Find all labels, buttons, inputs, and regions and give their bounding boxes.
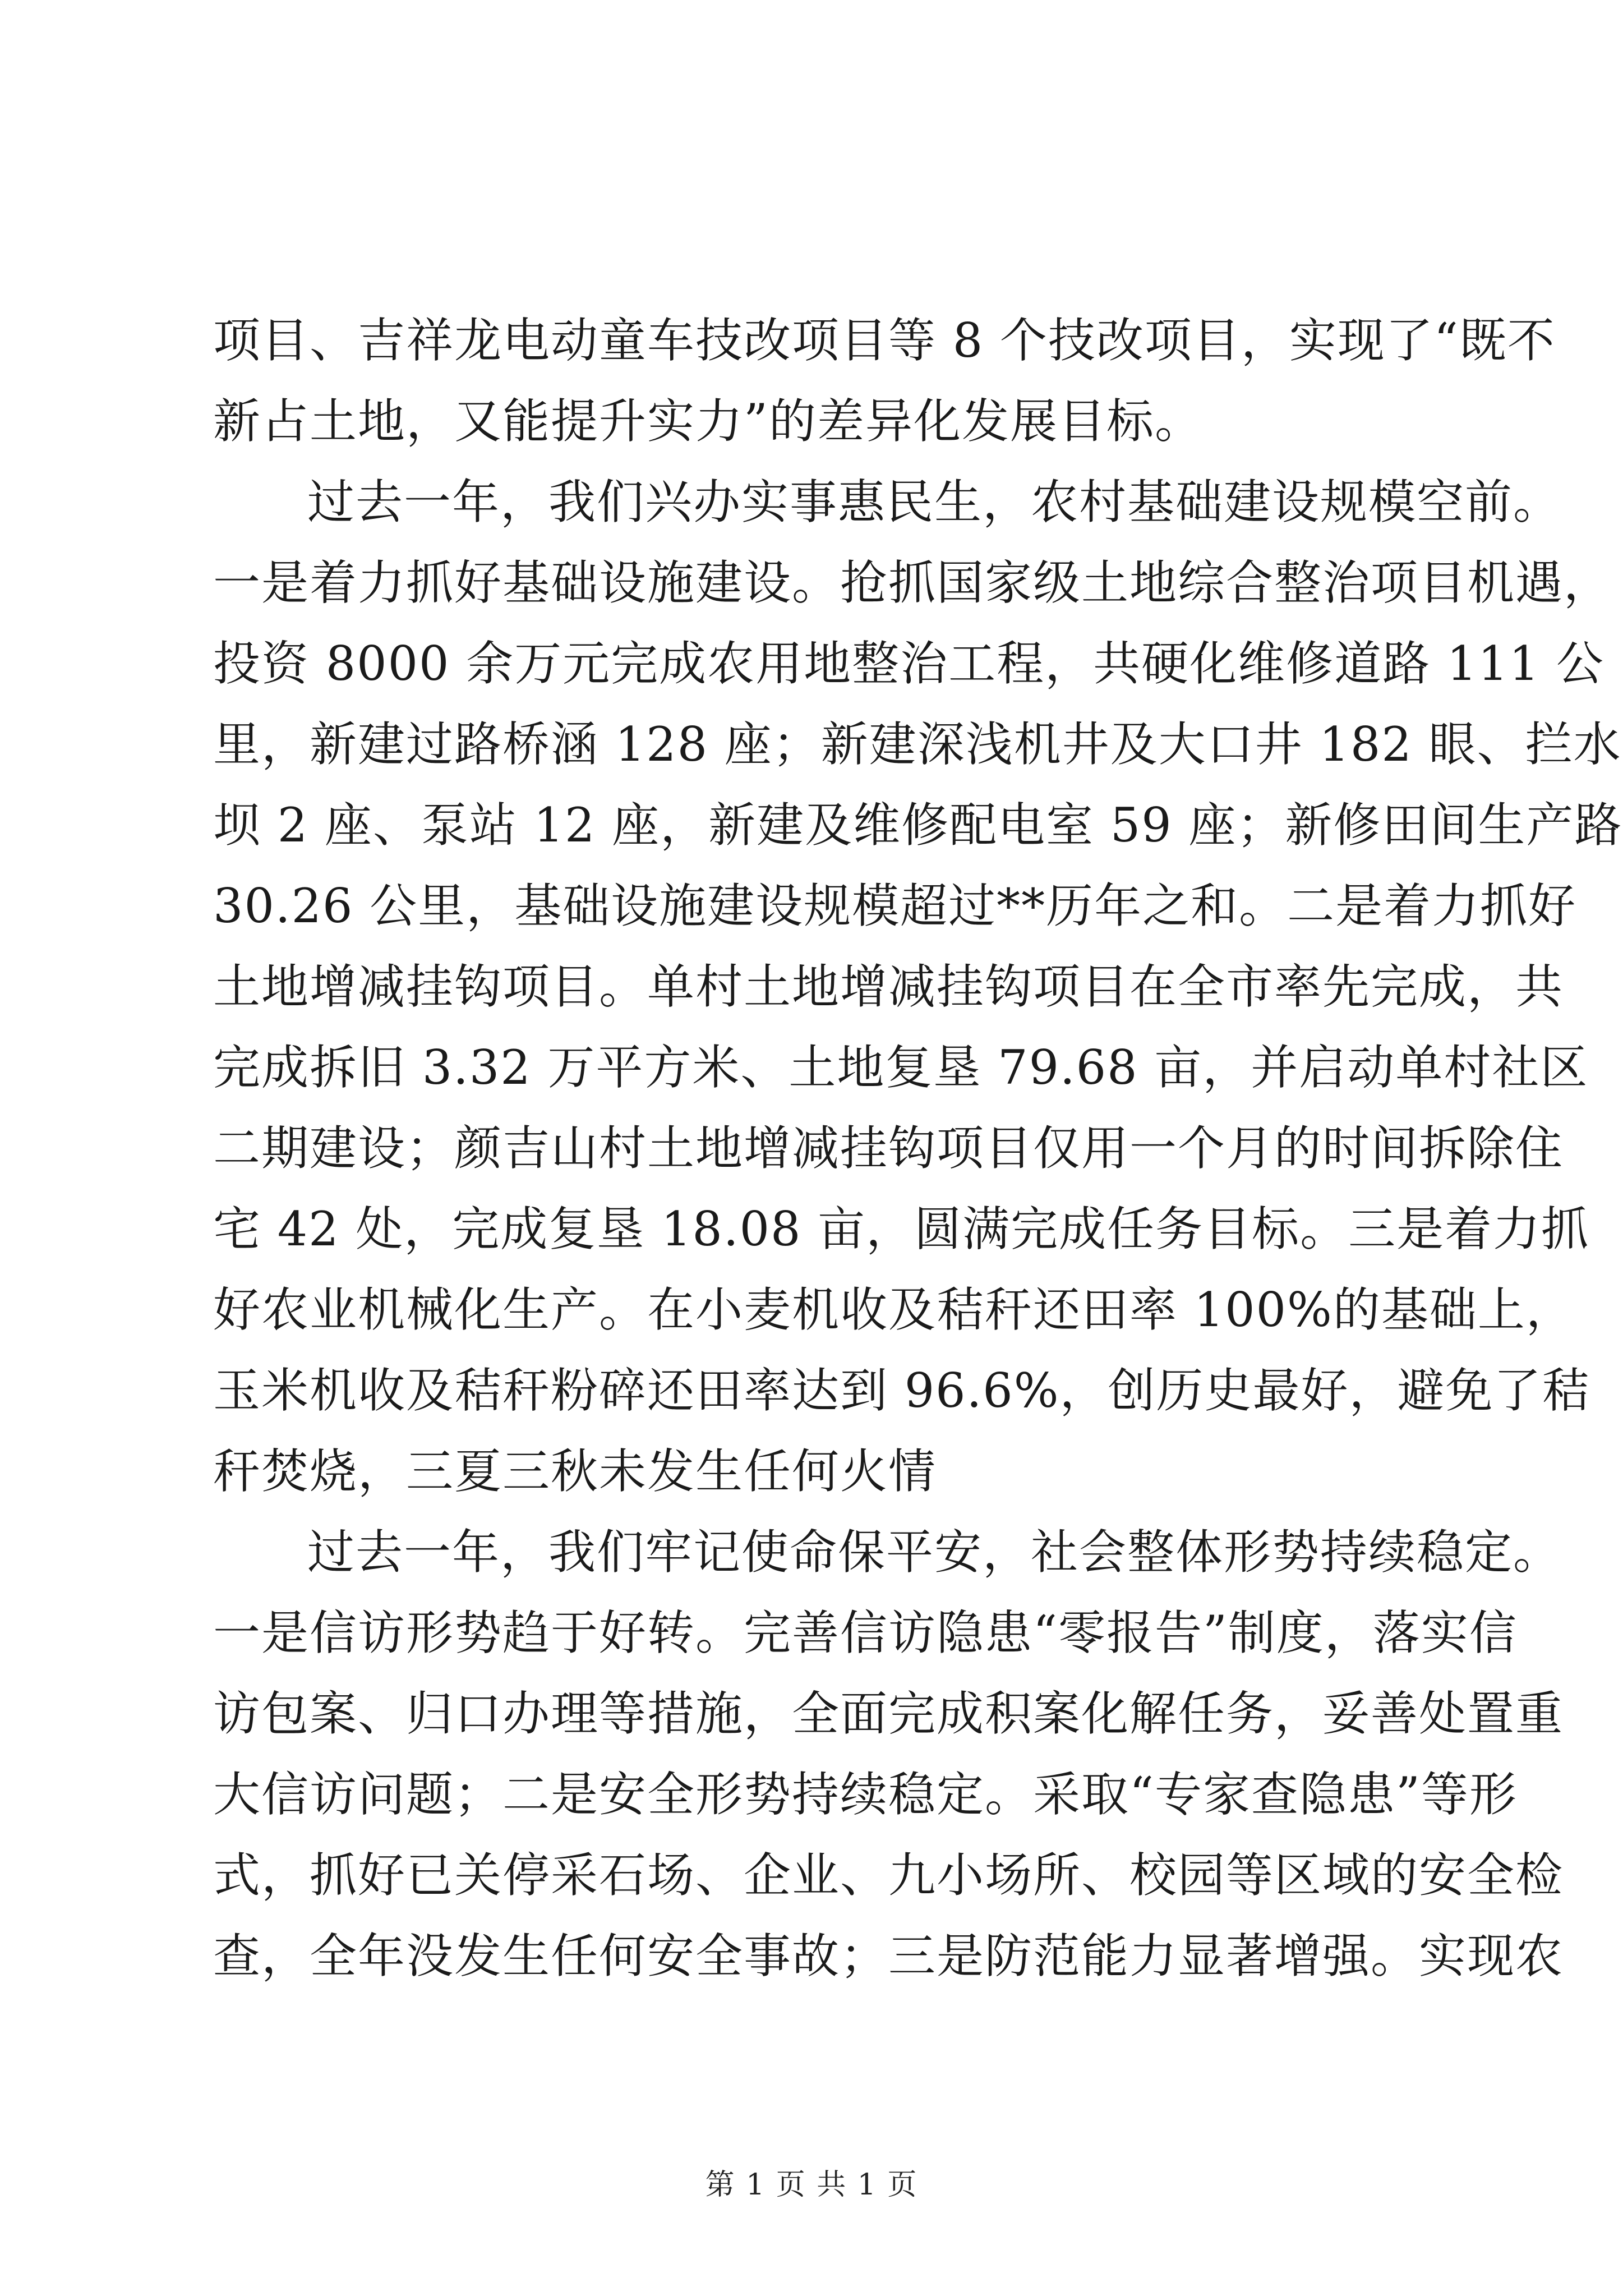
text-line: 玉米机收及秸秆粉碎还田率达到 96.6%，创历史最好，避免了秸 <box>213 1363 1590 1418</box>
text-line: 查，全年没发生任何安全事故；三是防范能力显著增强。实现农 <box>213 1929 1564 1984</box>
text-line: 大信访问题；二是安全形势持续稳定。采取“专家查隐患”等形 <box>213 1767 1518 1822</box>
text-line: 坝 2 座、泵站 12 座，新建及维修配电室 59 座；新修田间生产路 <box>213 798 1623 853</box>
paragraph-start-line: 过去一年，我们牢记使命保平安，社会整体形势持续稳定。 <box>307 1525 1562 1580</box>
text-line: 项目、吉祥龙电动童车技改项目等 8 个技改项目，实现了“既不 <box>213 313 1556 368</box>
text-line: 式，抓好已关停采石场、企业、九小场所、校园等区域的安全检 <box>213 1848 1564 1903</box>
text-line: 好农业机械化生产。在小麦机收及秸秆还田率 100%的基础上， <box>213 1282 1574 1337</box>
paragraph-start-line: 过去一年，我们兴办实事惠民生，农村基础建设规模空前。 <box>307 475 1562 530</box>
text-line: 二期建设；颜吉山村土地增减挂钩项目仅用一个月的时间拆除住 <box>213 1121 1564 1176</box>
text-line: 一是信访形势趋于好转。完善信访隐患“零报告”制度，落实信 <box>213 1605 1518 1660</box>
text-line: 土地增减挂钩项目。单村土地增减挂钩项目在全市率先完成，共 <box>213 959 1564 1014</box>
document-body <box>213 300 1623 1996</box>
text-line: 访包案、归口办理等措施，全面完成积案化解任务，妥善处置重 <box>213 1686 1564 1741</box>
text-line: 完成拆旧 3.32 万平方米、土地复垦 79.68 亩，并启动单村社区 <box>213 1040 1589 1095</box>
text-line: 里，新建过路桥涵 128 座；新建深浅机井及大口井 182 眼、拦水 <box>213 717 1622 772</box>
page-footer: 第 1 页 共 1 页 <box>705 2168 918 2202</box>
text-line: 一是着力抓好基础设施建设。抢抓国家级土地综合整治项目机遇， <box>213 555 1612 610</box>
text-line: 新占土地，又能提升实力”的差异化发展目标。 <box>213 394 1203 449</box>
text-line: 宅 42 处，完成复垦 18.08 亩，圆满完成任务目标。三是着力抓 <box>213 1202 1590 1257</box>
text-line: 秆焚烧，三夏三秋未发生任何火情 <box>213 1444 937 1499</box>
text-line: 投资 8000 余万元完成农用地整治工程，共硬化维修道路 111 公 <box>213 636 1604 691</box>
text-line: 30.26 公里，基础设施建设规模超过**历年之和。二是着力抓好 <box>213 878 1577 933</box>
